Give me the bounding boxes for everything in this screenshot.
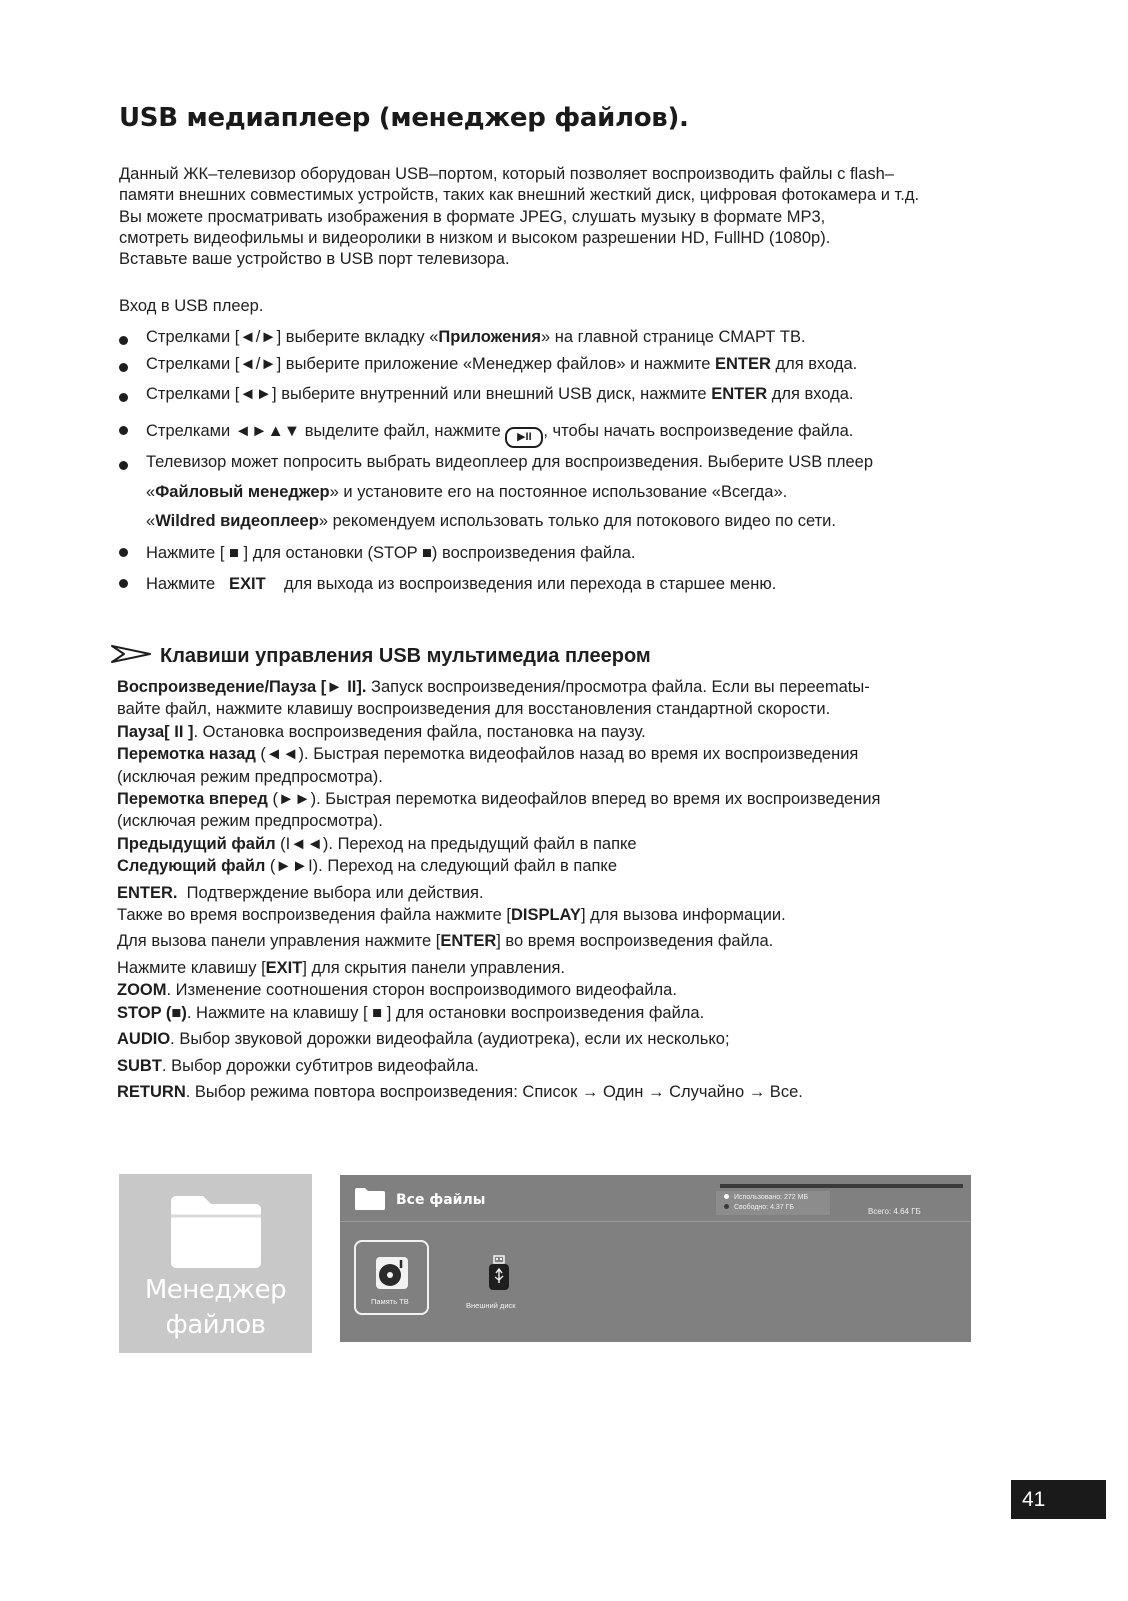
file-manager-panel bbox=[340, 1175, 971, 1342]
bullet-dot bbox=[119, 548, 128, 557]
usb-drive-icon[interactable] bbox=[488, 1255, 510, 1291]
folder-icon bbox=[354, 1187, 386, 1211]
intro-paragraph bbox=[119, 164, 1019, 270]
key-item: Нажмите клавишу [EXIT] для скрытия панели управления. bbox=[117, 958, 565, 977]
intro-line: смотреть видеофильмы и видеоролики в низком и высоком разрешении HD, FullHD (1080p). bbox=[119, 228, 831, 247]
key-item: Воспроизведение/Пауза [► II]. Запуск воспроизведения/просмотра файла. Если вы переematы- bbox=[117, 678, 870, 696]
play-pause-icon: ▶II bbox=[505, 427, 543, 448]
key-item: RETURN. Выбор режима повтора воспроизведения: Список → Один → Случайно → Все. bbox=[117, 1082, 803, 1101]
storage-info bbox=[716, 1191, 830, 1215]
bullet-dot bbox=[119, 393, 128, 402]
key-item: вайте файл, нажмите клавишу воспроизведения для восстановления стандартной скорости. bbox=[117, 700, 831, 719]
bullet-dot bbox=[119, 579, 128, 588]
key-item: Перемотка вперед (►►). Быстрая перемотка видеофайлов вперед во время их воспроизведения bbox=[117, 790, 881, 809]
divider bbox=[340, 1221, 971, 1222]
key-item: STOP (■). Нажмите на клавишу [ ■ ] для остановки воспроизведения файла. bbox=[117, 1003, 705, 1022]
device-label: Внешний диск bbox=[466, 1301, 516, 1310]
bullet-text: Стрелками [◄/►] выберите вкладку «Приложения» на главной странице СМАРТ ТВ. bbox=[146, 328, 806, 346]
panel-header: Все файлы bbox=[396, 1192, 486, 1208]
bullet-text: Стрелками ◄►▲▼ выделите файл, нажмите ▶II , чтобы начать воспроизведение файла. bbox=[146, 422, 853, 448]
device-tv-memory[interactable] bbox=[354, 1240, 429, 1315]
keys-list bbox=[117, 676, 987, 1103]
free-dot bbox=[724, 1204, 729, 1209]
intro-line: памяти внешних совместимых устройств, таких как внешний жесткий диск, цифровая фотокамера и т.д. bbox=[119, 186, 920, 205]
intro-line: Вы можете просматривать изображения в формате JPEG, слушать музыку в формате MP3, bbox=[119, 207, 826, 226]
key-item: (исключая режим предпросмотра). bbox=[117, 812, 383, 831]
storage-used: Использовано: 272 МБ bbox=[734, 1194, 809, 1201]
bullet-dot bbox=[119, 363, 128, 372]
arrow-icon bbox=[110, 643, 152, 665]
folder-icon bbox=[167, 1192, 265, 1270]
used-dot bbox=[724, 1194, 729, 1199]
tile-label: Менеджер файлов bbox=[144, 1275, 287, 1340]
intro-line: Вставьте ваше устройство в USB порт телевизора. bbox=[119, 250, 510, 269]
bullet-dot bbox=[119, 336, 128, 345]
device-label: Память ТВ bbox=[371, 1297, 409, 1306]
bullet-continuation: «Файловый менеджер» и установите его на постоянное использование «Всегда». bbox=[146, 483, 788, 501]
bullet-text: Стрелками [◄►] выберите внутренний или внешний USB диск, нажмите ENTER для входа. bbox=[146, 385, 854, 403]
bullet-text: Нажмите EXIT для выхода из воспроизведения или перехода в старшее меню. bbox=[146, 575, 777, 593]
key-item: Предыдущий файл (I◄◄). Переход на предыдущий файл в папке bbox=[117, 834, 637, 853]
key-item: Пауза[ II ]. Остановка воспроизведения файла, постановка на паузу. bbox=[117, 722, 646, 741]
bullet-text: Стрелками [◄/►] выберите приложение «Менеджер файлов» и нажмите ENTER для входа. bbox=[146, 355, 858, 373]
disk-icon bbox=[375, 1256, 409, 1290]
key-item: Для вызова панели управления нажмите [ENTER] во время воспроизведения файла. bbox=[117, 932, 774, 951]
bullet-continuation: «Wildred видеоплеер» рекомендуем использовать только для потокового видео по сети. bbox=[146, 512, 836, 530]
intro-line: Данный ЖК–телевизор оборудован USB–портом, который позволяет воспроизводить файлы с flash– bbox=[119, 165, 894, 183]
section-title: Клавиши управления USB мультимедиа плеером bbox=[160, 645, 651, 667]
key-item: Следующий файл (►►I). Переход на следующий файл в папке bbox=[117, 857, 618, 876]
key-item: SUBT. Выбор дорожки субтитров видеофайла. bbox=[117, 1056, 479, 1075]
key-item: Также во время воспроизведения файла нажмите [DISPLAY] для вызова информации. bbox=[117, 906, 786, 925]
key-item: ZOOM. Изменение соотношения сторон воспроизводимого видеофайла. bbox=[117, 981, 677, 1000]
bullet-dot bbox=[119, 461, 128, 470]
page-title: USB медиаплеер (менеджер файлов). bbox=[119, 103, 689, 133]
bullet-dot bbox=[119, 426, 128, 435]
key-item: ENTER. Подтверждение выбора или действия. bbox=[117, 883, 484, 902]
key-item: AUDIO. Выбор звуковой дорожки видеофайла (аудиотрека), если их несколько; bbox=[117, 1030, 730, 1049]
storage-usage-bar bbox=[720, 1184, 963, 1188]
key-item: Перемотка назад (◄◄). Быстрая перемотка видеофайлов назад во время их воспроизведения bbox=[117, 745, 859, 764]
page-number: 41 bbox=[1011, 1480, 1106, 1519]
bullet-text: Нажмите [ ■ ] для остановки (STOP ■) воспроизведения файла. bbox=[146, 544, 636, 562]
key-item: (исключая режим предпросмотра). bbox=[117, 767, 383, 786]
bullet-text: Телевизор может попросить выбрать видеоплеер для воспроизведения. Выберите USB плеер bbox=[146, 453, 873, 471]
file-manager-tile[interactable] bbox=[119, 1174, 312, 1353]
entry-heading: Вход в USB плеер. bbox=[119, 297, 264, 315]
storage-total: Всего: 4.64 ГБ bbox=[868, 1207, 921, 1216]
storage-free: Свободно: 4.37 ГБ bbox=[734, 1204, 795, 1211]
